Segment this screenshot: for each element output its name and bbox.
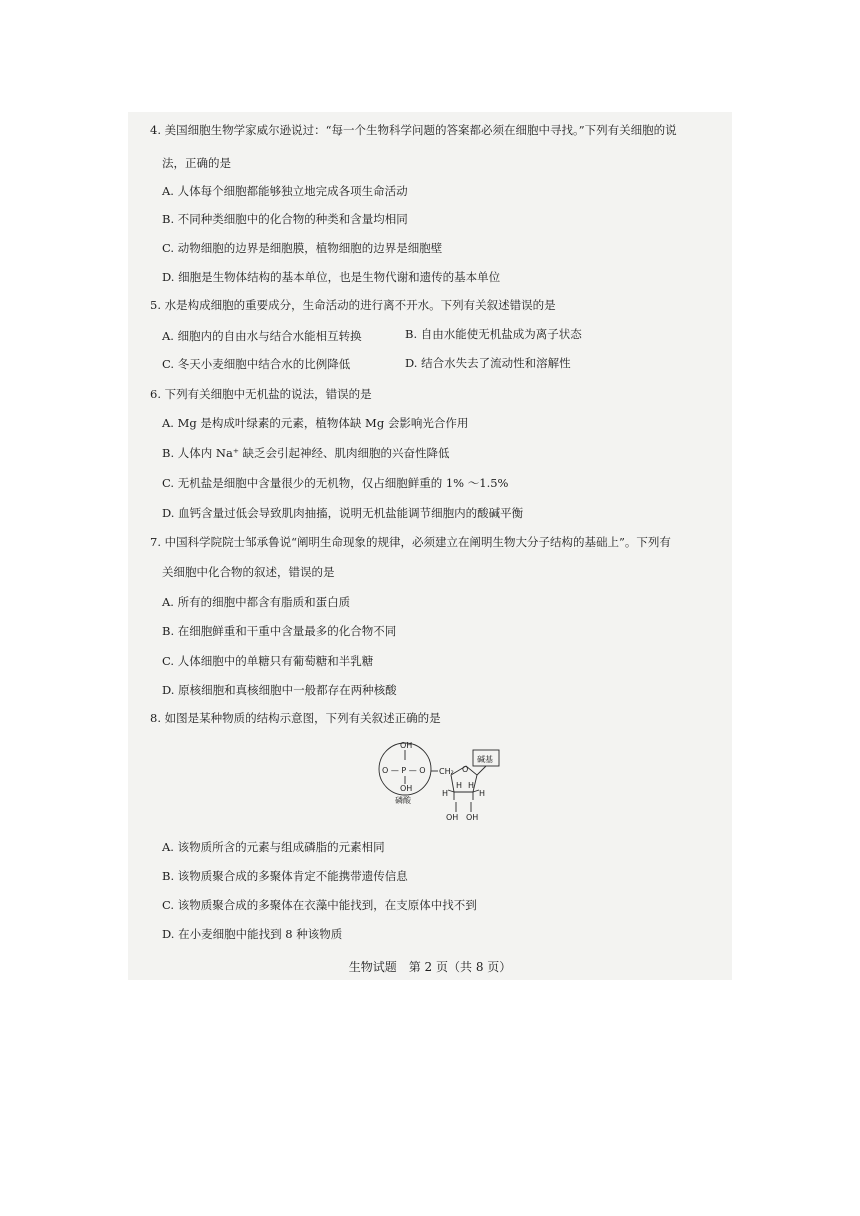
phosphate-oh-bottom: OH [400, 784, 413, 793]
question-7-option-d: D. 原核细胞和真核细胞中一般都存在两种核酸 [162, 683, 397, 697]
question-5-option-b: B. 自由水能使无机盐成为离子状态 [405, 327, 582, 341]
question-7-option-b: B. 在细胞鲜重和干重中含量最多的化合物不同 [162, 624, 397, 638]
question-4-stem-line-1: 4. 美国细胞生物学家威尔逊说过：“每一个生物科学问题的答案都必须在细胞中寻找。”下列有关细胞的说 [150, 123, 677, 137]
question-8-option-c: C. 该物质聚合成的多聚体在衣藻中能找到，在支原体中找不到 [162, 898, 477, 912]
question-8-option-a: A. 该物质所含的元素与组成磷脂的元素相同 [162, 840, 385, 854]
question-4-option-c: C. 动物细胞的边界是细胞膜，植物细胞的边界是细胞壁 [162, 241, 443, 255]
question-5-option-d: D. 结合水失去了流动性和溶解性 [405, 356, 571, 370]
question-8-option-b: B. 该物质聚合成的多聚体肯定不能携带遗传信息 [162, 869, 408, 883]
phosphate-core: O — P — O [382, 766, 426, 775]
question-4-option-d: D. 细胞是生物体结构的基本单位，也是生物代谢和遗传的基本单位 [162, 270, 501, 284]
ring-oxygen: O [462, 765, 469, 774]
question-6-option-c: C. 无机盐是细胞中含量很少的无机物，仅占细胞鲜重的 1% ～1.5% [162, 476, 509, 490]
question-8-option-d: D. 在小麦细胞中能找到 8 种该物质 [162, 927, 343, 941]
base-label: 碱基 [477, 755, 493, 764]
phosphate-label: 磷酸 [395, 796, 411, 805]
question-7-option-a: A. 所有的细胞中都含有脂质和蛋白质 [162, 595, 351, 609]
question-7-stem-line-2: 关细胞中化合物的叙述，错误的是 [162, 565, 335, 579]
question-6-option-a: A. Mg 是构成叶绿素的元素，植物体缺 Mg 会影响光合作用 [162, 416, 469, 430]
phosphate-oh-top: OH [400, 741, 413, 750]
question-5-option-c: C. 冬天小麦细胞中结合水的比例降低 [162, 357, 351, 371]
question-4-stem-line-2: 法，正确的是 [162, 156, 231, 170]
question-6-stem: 6. 下列有关细胞中无机盐的说法，错误的是 [150, 387, 372, 401]
oh-label-1: OH [446, 813, 459, 822]
question-5-stem: 5. 水是构成细胞的重要成分，生命活动的进行离不开水。下列有关叙述错误的是 [150, 298, 556, 312]
h-label-2: H [468, 781, 475, 790]
question-4-option-b: B. 不同种类细胞中的化合物的种类和含量均相同 [162, 212, 408, 226]
ch2-label: CH₂ [439, 767, 454, 776]
question-8-stem: 8. 如图是某种物质的结构示意图，下列有关叙述正确的是 [150, 711, 441, 725]
question-4-option-a: A. 人体每个细胞都能够独立地完成各项生命活动 [162, 184, 408, 198]
page-footer: 生物试题 第 2 页（共 8 页） [348, 960, 512, 974]
oh-label-2: OH [466, 813, 479, 822]
h-label-1: H [456, 781, 463, 790]
nucleotide-structure-diagram [376, 738, 506, 822]
question-6-option-b: B. 人体内 Na⁺ 缺乏会引起神经、肌肉细胞的兴奋性降低 [162, 446, 450, 460]
question-7-option-c: C. 人体细胞中的单糖只有葡萄糖和半乳糖 [162, 654, 374, 668]
question-6-option-d: D. 血钙含量过低会导致肌肉抽搐，说明无机盐能调节细胞内的酸碱平衡 [162, 506, 524, 520]
question-7-stem-line-1: 7. 中国科学院院士邹承鲁说“阐明生命现象的规律，必须建立在阐明生物大分子结构的基础上”。下列有 [150, 535, 671, 549]
h-label-4: H [479, 789, 486, 798]
question-5-option-a: A. 细胞内的自由水与结合水能相互转换 [162, 329, 362, 343]
h-label-3: H [442, 789, 449, 798]
